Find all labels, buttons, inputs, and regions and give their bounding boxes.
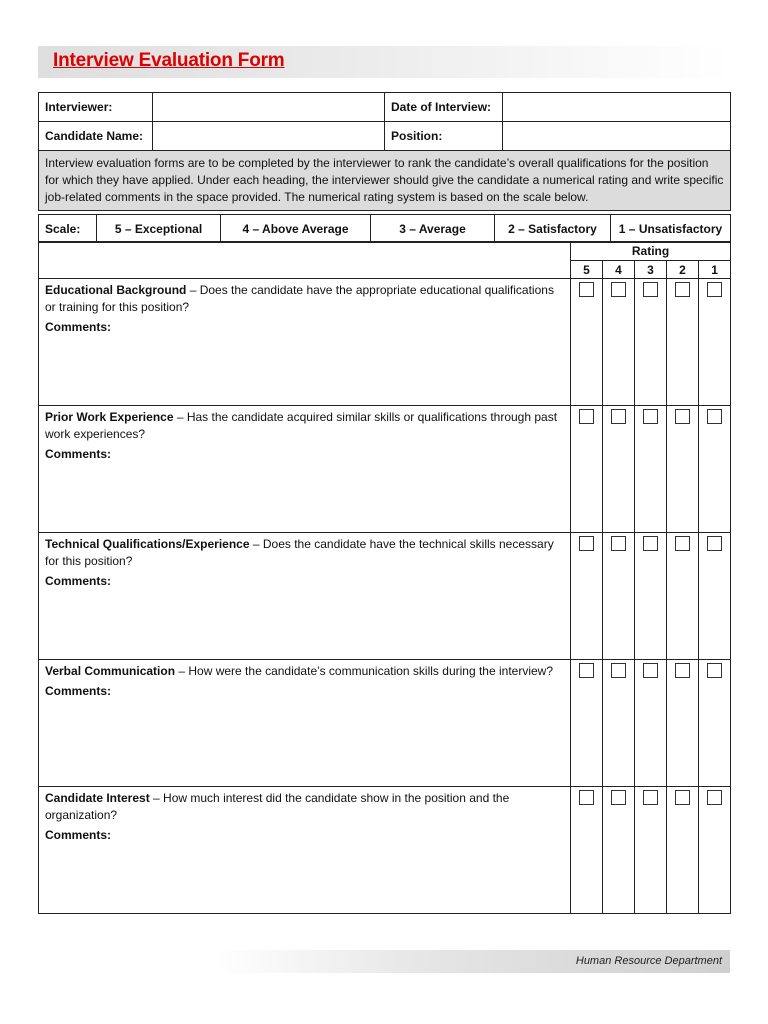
rating-checkbox-3[interactable] xyxy=(643,409,658,424)
criterion-cell[interactable] xyxy=(39,660,571,787)
footer-text: Human Resource Department xyxy=(575,955,722,967)
rating-col-1: 1 xyxy=(699,261,731,279)
rating-col-2: 2 xyxy=(667,261,699,279)
rating-checkbox-3[interactable] xyxy=(643,282,658,297)
candidate-name-field[interactable] xyxy=(153,122,385,151)
scale-item: 5 – Exceptional xyxy=(97,215,221,243)
criterion-row xyxy=(39,533,731,660)
criterion-text: – How much interest did the candidate show in the position and the organization? xyxy=(45,791,510,822)
rating-checkbox-4[interactable] xyxy=(611,282,626,297)
criterion-text: – Does the candidate have the technical skills necessary for this position? xyxy=(45,537,554,568)
criterion-title: Verbal Communication xyxy=(45,664,176,678)
comments-label: Comments: xyxy=(45,320,112,334)
rating-checkbox-1[interactable] xyxy=(707,282,722,297)
rating-checkbox-5[interactable] xyxy=(579,409,594,424)
position-label: Position: xyxy=(385,122,503,151)
criterion-cell[interactable] xyxy=(39,787,571,914)
criterion-cell[interactable] xyxy=(39,406,571,533)
rating-checkbox-3[interactable] xyxy=(643,536,658,551)
comments-label: Comments: xyxy=(45,684,112,698)
rating-checkbox-2[interactable] xyxy=(675,282,690,297)
date-label: Date of Interview: xyxy=(385,93,503,122)
criterion-row xyxy=(39,660,731,787)
criterion-cell[interactable] xyxy=(39,533,571,660)
criterion-title: Technical Qualifications/Experience xyxy=(45,537,250,551)
rating-checkbox-1[interactable] xyxy=(707,409,722,424)
intro-text: Interview evaluation forms are to be completed by the interviewer to rank the candidate’s overall qualifications for the position for which they have applied. Under each heading, the interviewer should give the candidate a numerical rating and write specific job-related comments in the space provided. The numerical rating system is based on the scale below. xyxy=(39,151,731,211)
date-field[interactable] xyxy=(503,93,731,122)
criterion-title: Educational Background xyxy=(45,283,187,297)
rating-checkbox-5[interactable] xyxy=(579,282,594,297)
rating-checkbox-4[interactable] xyxy=(611,409,626,424)
rating-checkbox-2[interactable] xyxy=(675,536,690,551)
rating-checkbox-4[interactable] xyxy=(611,663,626,678)
rating-checkbox-1[interactable] xyxy=(707,536,722,551)
criterion-row xyxy=(39,279,731,406)
rating-col-5: 5 xyxy=(571,261,603,279)
scale-table xyxy=(38,214,731,243)
header-info-table xyxy=(38,92,731,211)
rating-checkbox-5[interactable] xyxy=(579,790,594,805)
scale-item: 1 – Unsatisfactory xyxy=(611,215,731,243)
rating-col-4: 4 xyxy=(603,261,635,279)
rating-header: Rating xyxy=(571,242,731,261)
interviewer-label: Interviewer: xyxy=(39,93,153,122)
rating-checkbox-1[interactable] xyxy=(707,790,722,805)
rating-checkbox-2[interactable] xyxy=(675,790,690,805)
comments-label: Comments: xyxy=(45,828,112,842)
criterion-row xyxy=(39,787,731,914)
rating-checkbox-3[interactable] xyxy=(643,790,658,805)
page-title: Interview Evaluation Form xyxy=(53,50,285,71)
rating-checkbox-5[interactable] xyxy=(579,663,594,678)
rating-checkbox-3[interactable] xyxy=(643,663,658,678)
criterion-cell[interactable] xyxy=(39,279,571,406)
comments-label: Comments: xyxy=(45,574,112,588)
rating-checkbox-2[interactable] xyxy=(675,409,690,424)
scale-label: Scale: xyxy=(39,215,97,243)
criterion-text: – Does the candidate have the appropriate educational qualifications or training for this position? xyxy=(45,283,554,314)
criteria-header-blank xyxy=(39,242,571,279)
rating-checkbox-1[interactable] xyxy=(707,663,722,678)
scale-item: 3 – Average xyxy=(371,215,495,243)
scale-item: 4 – Above Average xyxy=(221,215,371,243)
criterion-text: – Has the candidate acquired similar skills or qualifications through past work experiences? xyxy=(45,410,558,441)
footer-bar xyxy=(215,950,730,973)
rating-checkbox-2[interactable] xyxy=(675,663,690,678)
position-field[interactable] xyxy=(503,122,731,151)
criterion-title: Prior Work Experience xyxy=(45,410,174,424)
criterion-row xyxy=(39,406,731,533)
scale-item: 2 – Satisfactory xyxy=(495,215,611,243)
candidate-name-label: Candidate Name: xyxy=(39,122,153,151)
criterion-text: – How were the candidate’s communication skills during the interview? xyxy=(175,664,553,678)
interviewer-field[interactable] xyxy=(153,93,385,122)
rating-checkbox-5[interactable] xyxy=(579,536,594,551)
rating-checkbox-4[interactable] xyxy=(611,790,626,805)
criterion-title: Candidate Interest xyxy=(45,791,150,805)
rating-checkbox-4[interactable] xyxy=(611,536,626,551)
evaluation-table xyxy=(38,241,731,914)
comments-label: Comments: xyxy=(45,447,112,461)
rating-col-3: 3 xyxy=(635,261,667,279)
title-bar xyxy=(38,46,730,78)
